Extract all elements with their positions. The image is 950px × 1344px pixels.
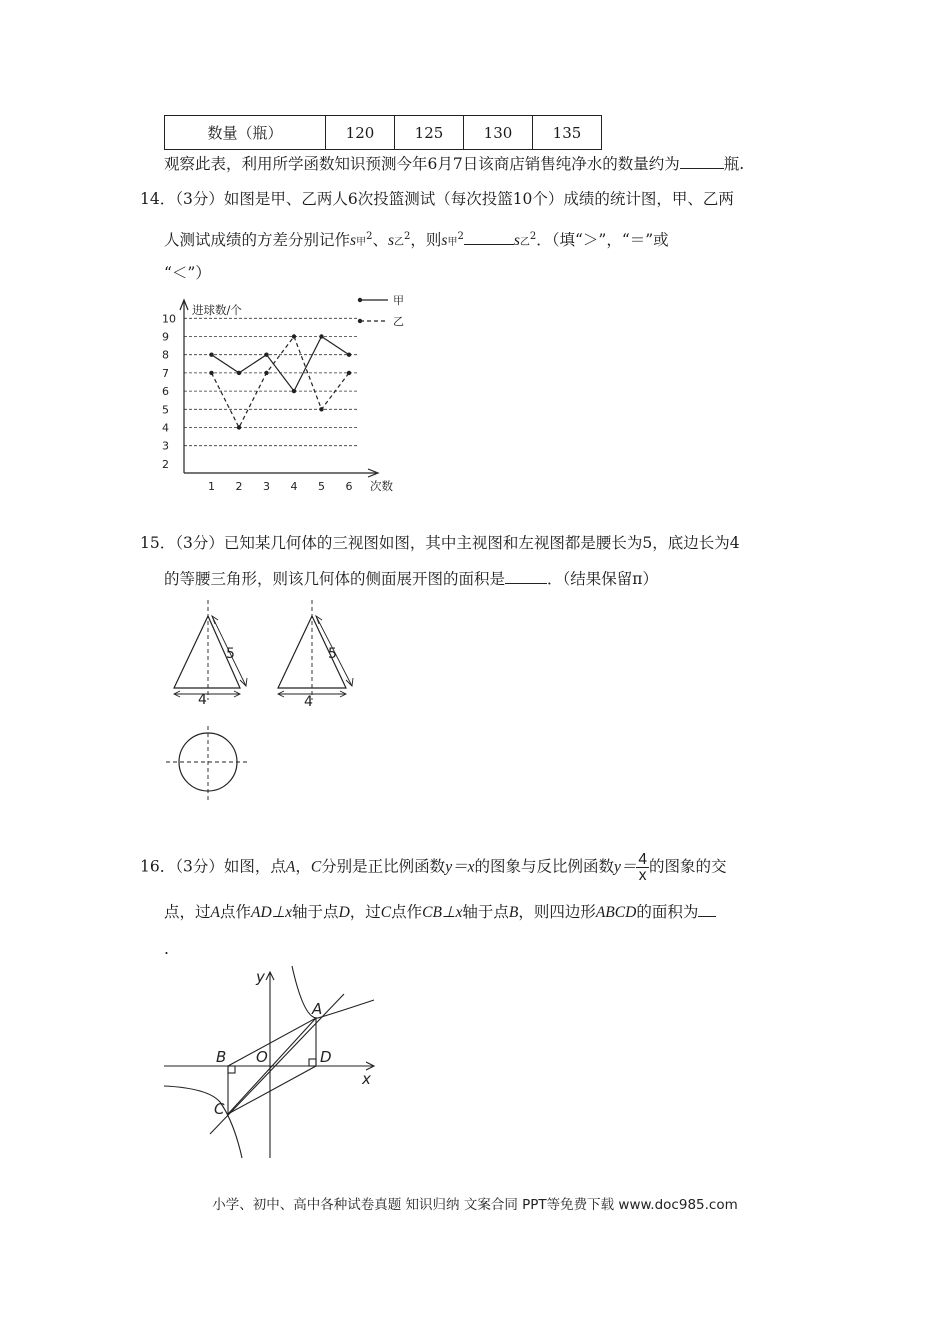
y-tick-label: 3 [162, 439, 169, 453]
x-tick-label: 4 [290, 480, 298, 493]
x-tick-label: 1 [208, 480, 215, 493]
label-b: B [216, 1048, 227, 1066]
table-header-cell: 数量（瓶） [165, 116, 326, 150]
q15-line1: 15．（3分）已知某几何体的三视图如图，其中主视图和左视图都是腰长为5，底边长为4 [140, 534, 740, 552]
base-length-label-2: 4 [304, 694, 313, 710]
y-tick-label: 9 [162, 330, 169, 344]
data-point [237, 371, 241, 375]
series-line-2 [212, 337, 350, 428]
table-cell: 130 [464, 116, 533, 150]
legend-label: 甲 [393, 294, 404, 307]
hyperbola-branch-1 [292, 966, 374, 1018]
q14-line3: “＜”） [164, 264, 211, 282]
legend-label: 乙 [393, 315, 404, 328]
y-tick-label: 7 [162, 366, 169, 380]
side-view [278, 600, 353, 700]
y-tick-label: 2 [162, 457, 169, 471]
label-c: C [214, 1100, 225, 1118]
data-point [237, 425, 241, 429]
y-tick-label: 4 [162, 421, 169, 435]
answer-blank [698, 902, 716, 917]
x-axis-label: 次数 [370, 479, 393, 493]
data-point [264, 371, 268, 375]
label-x: x [362, 1070, 371, 1088]
three-views-diagram [160, 598, 370, 803]
score-line-chart [150, 290, 420, 500]
chart-legend [358, 294, 404, 328]
x-tick-label: 6 [345, 480, 353, 493]
x-tick-label: 2 [235, 480, 243, 493]
front-view [174, 600, 247, 700]
chart-ticks [162, 312, 353, 493]
data-point [209, 371, 213, 375]
label-d: D [320, 1048, 332, 1066]
x-tick-label: 3 [263, 480, 270, 493]
data-point [209, 353, 213, 357]
label-a: A [312, 1000, 323, 1018]
table-cell: 135 [533, 116, 602, 150]
data-point [292, 334, 296, 338]
series-line-1 [212, 337, 350, 392]
chart-axes [180, 300, 378, 477]
chart-grid [184, 318, 357, 445]
hyperbola-branch-3 [164, 1086, 242, 1158]
x-tick-label: 5 [318, 480, 325, 493]
legend-swatch-dot [358, 319, 362, 323]
answer-blank [505, 569, 547, 584]
q14-line1: 14．（3分）如图是甲、乙两人6次投篮测试（每次投篮10个）成绩的统计图，甲、乙两 [140, 190, 734, 208]
legend-swatch-dot [358, 298, 362, 302]
q16-line2: 点，过A点作AD⊥x轴于点D，过C点作CB⊥x轴于点B，则四边形ABCD的面积为 [164, 901, 716, 924]
table-cell: 120 [326, 116, 395, 150]
y-axis-label: 进球数/个 [192, 303, 242, 317]
y-tick-label: 10 [162, 312, 176, 326]
side-length-label-2: 5 [328, 646, 337, 662]
table-row [165, 116, 602, 150]
data-point [292, 389, 296, 393]
data-point [264, 353, 268, 357]
label-o: O [256, 1048, 268, 1066]
table-cell: 125 [395, 116, 464, 150]
q16-line3: . [164, 940, 169, 958]
data-point [347, 371, 351, 375]
answer-blank [464, 230, 514, 245]
q14-line2: 人测试成绩的方差分别记作s甲$^2$、s乙$^2$，则s甲$^2$ s乙$^2$．（填“＞”，“＝”或 [164, 231, 669, 250]
q16-line1: 16．（3分）如图，点A，C分别是正比例函数y＝x的图象与反比例函数y＝ $\frac{4}{x}$ 的图象的交 [140, 851, 727, 884]
top-view [166, 726, 250, 800]
fraction-4-over-x: $\frac{4}{x}$ [638, 851, 647, 884]
right-angle-mark-b [228, 1066, 235, 1073]
answer-blank [680, 154, 724, 169]
data-point [319, 334, 323, 338]
y-tick-label: 6 [162, 385, 169, 399]
function-graph-diagram [160, 962, 390, 1162]
data-point [347, 353, 351, 357]
page-footer: 小学、初中、高中各种试卷真题 知识归纳 文案合同 PPT等免费下载 www.doc985.com [212, 1197, 738, 1213]
y-tick-label: 8 [162, 348, 169, 362]
chart-series [209, 334, 351, 429]
q13-text: 观察此表，利用所学函数知识预测今年6月7日该商店销售纯净水的数量约为 瓶. [164, 155, 745, 173]
data-point [319, 407, 323, 411]
label-y: y [256, 968, 265, 986]
side-length-label: 5 [226, 646, 235, 662]
base-length-label: 4 [198, 692, 207, 708]
right-angle-mark-d [309, 1059, 316, 1066]
quantity-table [164, 115, 602, 150]
y-tick-label: 5 [162, 403, 169, 417]
q15-line2: 的等腰三角形，则该几何体的侧面展开图的面积是 ．（结果保留π） [164, 570, 658, 588]
